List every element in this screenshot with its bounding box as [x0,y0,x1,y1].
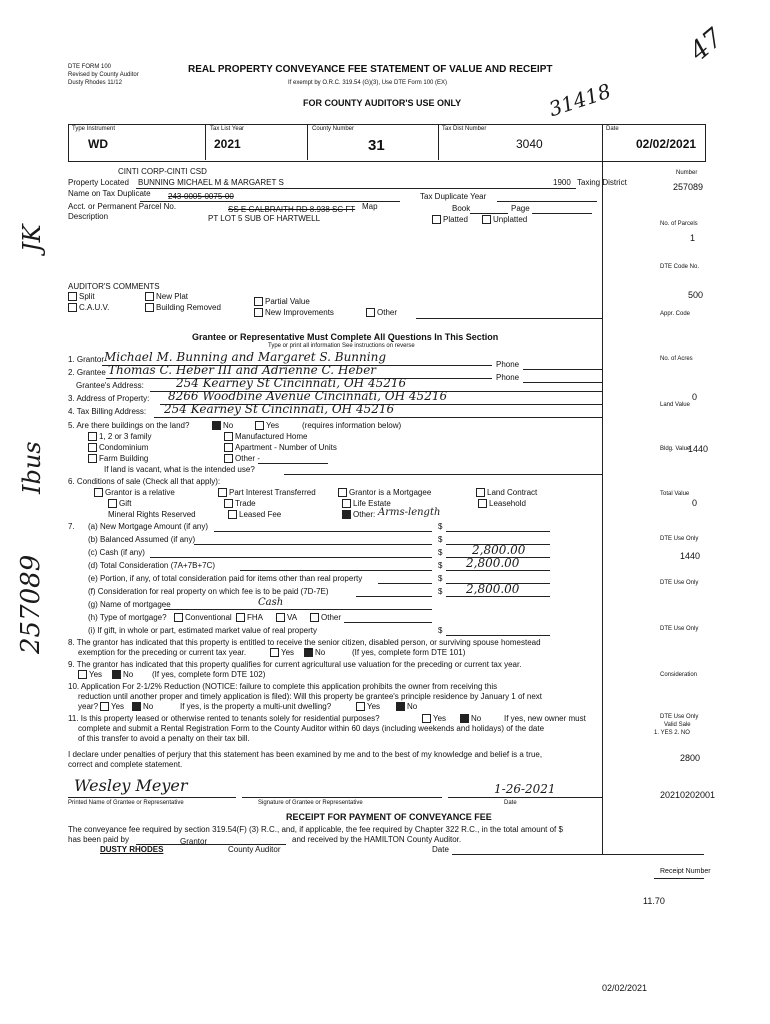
q6-mortgagee[interactable]: Grantor is a Mortgagee [338,488,431,497]
sidebar-acres-label: No. of Acres [660,356,693,362]
sidebar-receipt-value: 20210202001 [660,790,716,800]
sidebar-dte-use-2-label: DTE Use Only [660,580,699,586]
new-improvements-option[interactable]: New Improvements [254,308,334,317]
checkbox-icon [88,432,97,441]
sidebar-bldg-label: Bldg. Value [660,446,691,452]
q5-family[interactable]: 1, 2 or 3 family [88,432,151,441]
auditor-rev: Dusty Rhodes 11/12 [68,80,122,86]
sig-date-label: Date [504,800,517,806]
declaration: I declare under penalties of perjury that this statement has been examined by me and to the best of my knowledge and belief is a true, [68,750,543,759]
sidebar-land-label: Land Value [660,402,690,408]
grantor-value: Michael M. Bunning and Margaret S. Bunning [104,350,387,364]
q7d-value: 2,800.00 [466,556,520,570]
checkbox-icon [108,499,117,508]
grantee-address-label: Grantee's Address: [76,381,144,390]
other-option[interactable]: Other [366,308,397,317]
checkbox-icon [88,443,97,452]
checkbox-icon [145,292,154,301]
new-plat-option[interactable]: New Plat [145,292,188,301]
checkbox-icon [224,432,233,441]
q7f: (f) Consideration for real property on which fee is to be paid (7D-7E) [88,587,329,596]
tax-dup-year-label: Tax Duplicate Year [420,192,487,201]
q10-yes2[interactable]: Yes [356,702,380,711]
sidebar-parcels-value: 1 [690,233,696,243]
q10c-a: year? [78,702,99,711]
q9-yes[interactable]: Yes [78,670,102,679]
q7d-dollar: $ [438,561,443,570]
type-instrument-value: WD [88,137,108,151]
checkbox-icon [145,303,154,312]
checkbox-icon [366,308,375,317]
q5-manufactured[interactable]: Manufactured Home [224,432,307,441]
margin-number: 257089 [16,554,46,654]
form-id: DTE FORM 100 [68,64,112,70]
county-number-value: 31 [368,137,385,154]
q6-land-contract[interactable]: Land Contract [476,488,537,497]
sidebar-valid-sale-label: Valid Sale [664,722,691,728]
q6-leased-fee[interactable]: Leased Fee [228,510,281,519]
partial-value-option[interactable]: Partial Value [254,297,310,306]
checkbox-icon [224,443,233,452]
checkbox-icon [310,613,319,622]
q11c: of this transfer to avoid a penalty on their tax bill. [78,734,250,743]
tax-dist-value: 3040 [516,137,543,151]
checkbox-icon [356,702,365,711]
q6-mineral: Mineral Rights Reserved [108,510,196,519]
q1-label: 1. Grantor [68,355,105,364]
q5-other[interactable]: Other - [224,454,260,463]
checkbox-icon [78,670,87,679]
revised-by: Revised by County Auditor [68,72,139,78]
checkbox-icon [68,303,77,312]
checkbox-icon [276,613,285,622]
q11b: complete and submit a Rental Registration Form to the County Auditor within 60 days (including weekends and holidays) of the date [78,724,545,733]
property-address: SS E GALBRAITH RD 8.938 SC FT [228,205,356,214]
tax-billing-value: 254 Kearney St Cincinnati, OH 45216 [164,402,395,416]
q7h-va[interactable]: VA [276,613,297,622]
checkbox-icon [254,297,263,306]
checkbox-icon [94,488,103,497]
checked-checkbox-icon [460,714,469,723]
q7f-value: 2,800.00 [466,582,520,596]
sidebar-fee-value: 2800 [680,753,701,763]
q7c-value: 2,800.00 [472,543,526,557]
building-removed-option[interactable]: Building Removed [145,303,221,312]
receipt-text-2a: has been paid by [68,835,129,844]
q11: 11. Is this property leased or otherwise rented to tenants solely for residential purposes? [68,714,380,723]
signature-value: Wesley Meyer [74,776,188,795]
q5-apartment[interactable]: Apartment - Number of Units [224,443,337,452]
taxing-district-value: 1900 [553,178,571,187]
county-number-label: County Number [312,126,355,132]
q7i: (i) If gift, in whole or part, estimated market value of real property [88,626,317,635]
checkbox-icon [482,215,491,224]
signature-label: Signature of Grantee or Representative [258,800,363,806]
q9-no[interactable]: No [112,670,133,679]
checkbox-icon [342,499,351,508]
q7f-dollar: $ [438,587,443,596]
q7b: (b) Balanced Assumed (if any) [88,535,196,544]
q7b-dollar: $ [438,535,443,544]
q5-label: 5. Are there buildings on the land? [68,421,190,430]
q7a: (a) New Mortgage Amount (if any) [88,522,209,531]
auditor-comments-label: AUDITOR'S COMMENTS [68,282,160,291]
checkbox-icon [228,510,237,519]
sidebar-number-value: 257089 [673,182,704,192]
sidebar-number-label: Number [676,170,698,176]
q8-yes[interactable]: Yes [270,648,294,657]
sidebar-appr-code-label: Appr. Code [660,311,691,317]
q7h: (h) Type of mortgage? [88,613,167,622]
auditor-use-heading: FOR COUNTY AUDITOR'S USE ONLY [303,98,462,108]
signature-date-value: 1-26-2021 [494,782,556,796]
sidebar-land-value: 0 [692,392,698,402]
receipt-text-1: The conveyance fee required by section 319.54(F) (3) R.C., and, if applicable, the fee required by Chapter 322 R.C., in the total amount of $ [68,825,563,834]
footer-date: 02/02/2021 [602,983,648,993]
q11-no[interactable]: No [460,714,481,723]
checkbox-icon [478,499,487,508]
cauv-option[interactable]: C.A.U.V. [68,303,109,312]
q6-gift[interactable]: Gift [108,499,131,508]
q7e: (e) Portion, if any, of total consideration paid for items other than real property [88,574,363,583]
checkbox-icon [174,613,183,622]
checkbox-icon [100,702,109,711]
checkbox-icon [218,488,227,497]
sidebar-bldg-value: 1440 [688,444,709,454]
sidebar-dte-use-1-label: DTE Use Only [660,536,699,542]
phone-label-2: Phone [496,373,520,382]
description-label: Description [68,212,109,221]
q5-no[interactable]: No [212,421,233,430]
grantee-section-title: Grantee or Representative Must Complete All Questions In This Section [192,332,499,342]
checked-checkbox-icon [396,702,405,711]
q10-yes[interactable]: Yes [100,702,124,711]
q10c-b: If yes, is the property a multi-unit dwelling? [180,702,332,711]
map-label: Map [362,202,378,211]
q9: 9. The grantor has indicated that this property qualifies for current agricultural use valuation for the preceding or current tax year. [68,660,522,669]
corner-scribble: 47 [684,22,729,68]
q10: 10. Application For 2-1/2% Reduction (NOTICE: failure to complete this application prohibits the owner from receiving this [68,682,498,691]
q7c-dollar: $ [438,548,443,557]
receipt-date-label: Date [432,845,449,854]
checkbox-icon [88,454,97,463]
q6-other[interactable]: Other: [342,510,375,519]
q7e-dollar: $ [438,574,443,583]
q7a-dollar: $ [438,522,443,531]
q11-note: If yes, new owner must [504,714,586,723]
q8-note: (If yes, complete form DTE 101) [352,648,466,657]
grantee-address-value: 254 Kearney St Cincinnati, OH 45216 [176,376,407,390]
q11-yes[interactable]: Yes [422,714,446,723]
checked-checkbox-icon [304,648,313,657]
q2-label: 2. Grantee [68,368,106,377]
form-title: REAL PROPERTY CONVEYANCE FEE STATEMENT OF VALUE AND RECEIPT [188,64,553,75]
sidebar-total-label: Total Value [660,491,690,497]
q7g: (g) Name of mortgagee [88,600,171,609]
split-option[interactable]: Split [68,292,95,301]
property-address-value: 8266 Woodbine Avenue Cincinnati, OH 45216 [168,389,448,403]
q10b: reduction until another proper and timely application is filed): Will this property be grantee's principle residence by January 1 of next [78,692,542,701]
sidebar-total-value: 0 [692,498,698,508]
date-value: 02/02/2021 [636,137,697,151]
checked-checkbox-icon [132,702,141,711]
checkbox-icon [224,499,233,508]
q5-farm[interactable]: Farm Building [88,454,148,463]
sidebar-consideration-label: Consideration [660,672,698,678]
sidebar-dte-use-1-value: 1440 [680,551,701,561]
q7d: (d) Total Consideration (7A+7B+7C) [88,561,216,570]
sidebar-valid-label: DTE Use Only [660,714,699,720]
county-auditor-label: County Auditor [228,845,281,854]
grantee-section-subtitle: Type or print all information See instructions on reverse [268,343,415,349]
unplatted-option[interactable]: Unplatted [482,215,527,224]
phone-label-1: Phone [496,360,520,369]
checked-checkbox-icon [342,510,351,519]
auditor-name: DUSTY RHODES [100,845,164,854]
receipt-text-2b: and received by the HAMILTON County Auditor. [292,835,462,844]
checked-checkbox-icon [212,421,221,430]
q10-no2[interactable]: No [396,702,417,711]
checkbox-icon [432,215,441,224]
sidebar-dte-code-label: DTE Code No. [660,264,700,270]
handwritten-number: 31418 [545,78,614,122]
q10-no[interactable]: No [132,702,153,711]
sidebar-parcels-label: No. of Parcels [660,221,698,227]
q6-partial[interactable]: Part Interest Transferred [218,488,316,497]
q6-label: 6. Conditions of sale (Check all that apply): [68,477,221,486]
sidebar-dte-use-3-label: DTE Use Only [660,626,699,632]
checkbox-icon [476,488,485,497]
q4-label: 4. Tax Billing Address: [68,407,147,416]
q6-other-value: Arms-length [378,507,441,518]
tax-dup-name-label: Name on Tax Duplicate [68,189,151,198]
q3-label: 3. Address of Property: [68,394,150,403]
tax-list-year-value: 2021 [214,137,241,151]
q5-vacant: If land is vacant, what is the intended use? [104,465,255,474]
taxing-district-label: Taxing District [577,178,627,187]
q8-no[interactable]: No [304,648,325,657]
tax-dist-label: Tax Dist Number [442,126,487,132]
checked-checkbox-icon [112,670,121,679]
q6-trade[interactable]: Trade [224,499,256,508]
q7h-conventional[interactable]: Conventional [174,613,232,622]
q5-requires: (requires information below) [302,421,402,430]
q9-note: (If yes, complete form DTE 102) [152,670,266,679]
q5-yes[interactable]: Yes [255,421,279,430]
checkbox-icon [236,613,245,622]
margin-word: Ibus [18,441,46,494]
q6-life-estate[interactable]: Life Estate [342,499,391,508]
q7i-dollar: $ [438,626,443,635]
book-label: Book [452,204,471,213]
declaration-2: correct and complete statement. [68,760,183,769]
sidebar-dte-code-value: 500 [688,290,704,300]
q7g-value: Cash [258,597,284,608]
checkbox-icon [68,292,77,301]
q5-condo[interactable]: Condominium [88,443,148,452]
checkbox-icon [224,454,233,463]
page-label: Page [511,204,530,213]
checkbox-icon [254,308,263,317]
receipt-grantor-label: Grantor [180,837,208,846]
q8: 8. The grantor has indicated that this property is entitled to receive the senior citizen, disabled person, or surviving spouse homestead [68,638,541,647]
checkbox-icon [422,714,431,723]
platted-option[interactable]: Platted [432,215,468,224]
margin-initials: JK [18,224,46,252]
parcel-number: 243-0005-0075-00 [168,192,234,201]
q6-relative[interactable]: Grantor is a relative [94,488,175,497]
receipt-title: RECEIPT FOR PAYMENT OF CONVEYANCE FEE [286,812,492,822]
q7-label: 7. [68,522,75,531]
tax-list-year-label: Tax List Year [210,126,245,132]
sidebar-amount-value: 11.70 [643,896,665,906]
q6-leasehold[interactable]: Leasehold [478,499,526,508]
printed-name-label: Printed Name of Grantee or Representative [68,800,184,806]
date-label: Date [606,126,619,132]
acct-label: Acct. or Permanent Parcel No. [68,202,177,211]
q7h-fha[interactable]: FHA [236,613,263,622]
property-located-label: Property Located [68,178,129,187]
q7h-other[interactable]: Other [310,613,341,622]
grantee-value: Thomas C. Heber III and Adrienne C. Heber [108,363,377,377]
sidebar-receipt-label: Receipt Number [660,868,711,875]
exempt-note: If exempt by O.R.C. 319.54 (G)(3), Use DTE Form 100 (EX) [288,80,448,86]
checkbox-icon [270,648,279,657]
q7c: (c) Cash (if any) [88,548,145,557]
property-located-value: BUNNING MICHAEL M & MARGARET S [138,178,284,187]
type-instrument-label: Type Instrument [72,126,116,132]
description-value: PT LOT 5 SUB OF HARTWELL [208,214,321,223]
checkbox-icon [255,421,264,430]
sidebar-valid-options: 1. YES 2. NO [654,730,690,736]
district-name: CINTI CORP-CINTI CSD [118,167,207,176]
q8b: exemption for the preceding or current tax year. [78,648,247,657]
checkbox-icon [338,488,347,497]
